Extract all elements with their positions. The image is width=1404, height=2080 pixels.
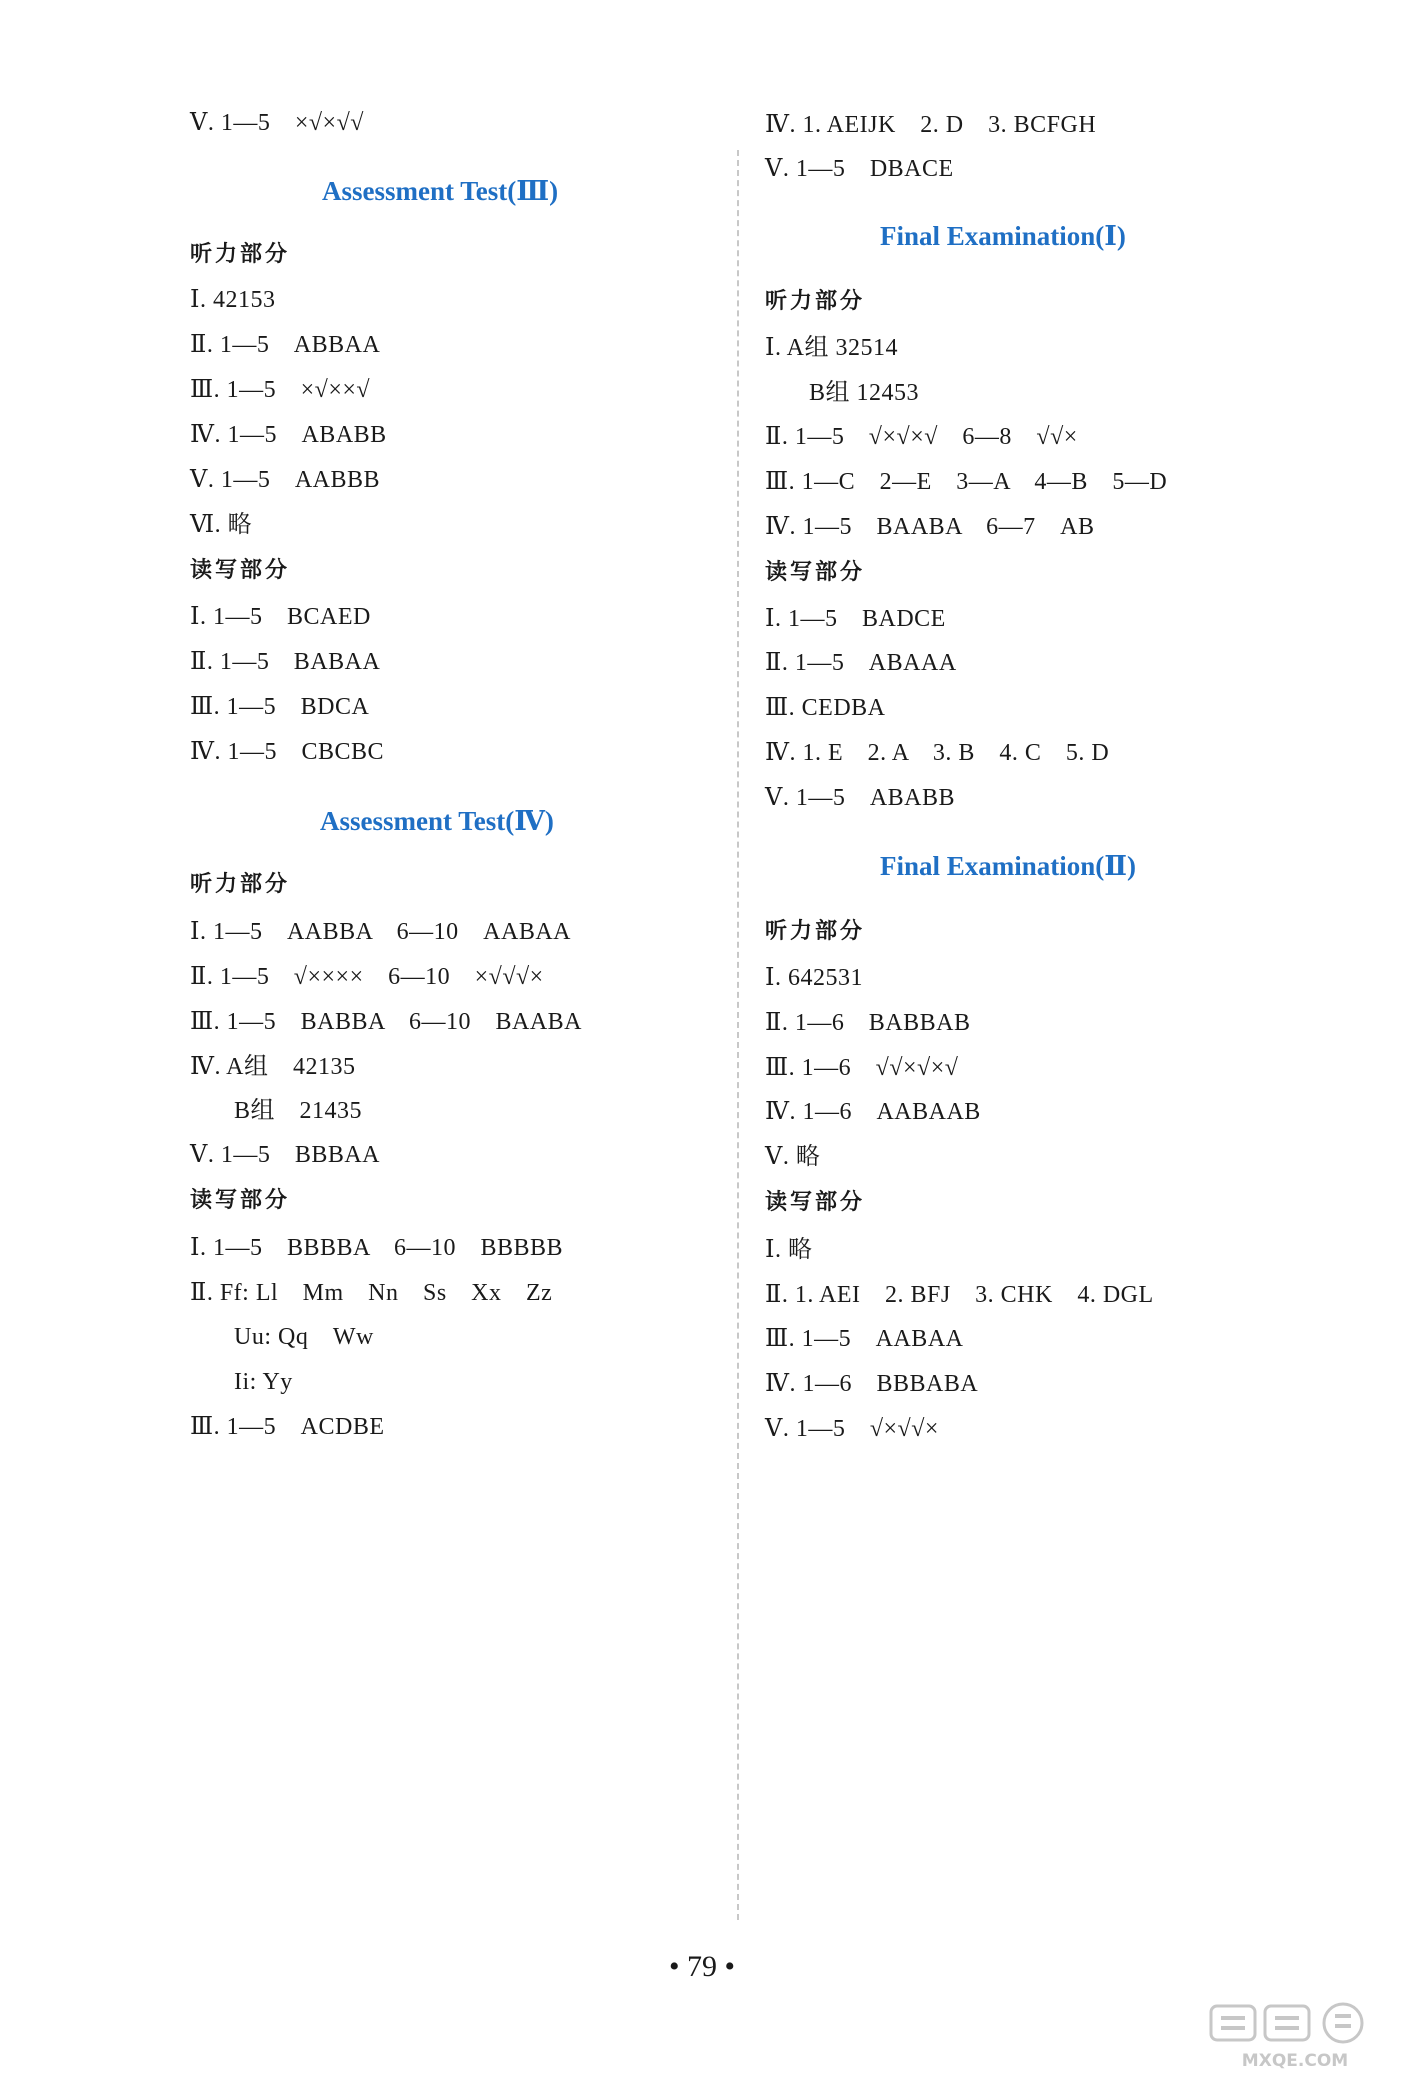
answer-line: Ⅲ. 1—5 BDCA	[190, 694, 370, 720]
answer-line: Ⅴ. 1—5 BBBAA	[190, 1142, 381, 1168]
answer-line: Ⅳ. 1—5 ABABB	[190, 422, 387, 448]
answer-line: Ⅱ. 1—5 ABBAA	[190, 332, 381, 358]
answer-line: Ⅱ. 1. AEI 2. BFJ 3. CHK 4. DGL	[765, 1282, 1154, 1308]
answer-line: Ⅱ. 1—5 ABAAA	[765, 650, 957, 676]
reading-writing-heading: 读写部分	[765, 1190, 866, 1215]
section-title-final-1: Final Examination(Ⅰ)	[880, 221, 1126, 251]
answer-line: Ⅰ. 42153	[190, 287, 276, 313]
answer-line: B组 12453	[809, 380, 920, 406]
answer-line: Ⅳ. 1—6 BBBABA	[765, 1371, 979, 1397]
answer-line: Ⅳ. 1. AEIJK 2. D 3. BCFGH	[765, 112, 1097, 138]
answer-line: Ⅱ. 1—5 √×√×√ 6—8 √√×	[765, 424, 1078, 450]
listening-heading: 听力部分	[765, 289, 866, 314]
answer-line: Ⅲ. CEDBA	[765, 695, 886, 721]
answer-line: Ⅳ. 1—5 CBCBC	[190, 739, 385, 765]
answer-line: Ⅴ. 1—5 √×√√×	[765, 1416, 939, 1442]
answer-line: Uu: Qq Ww	[234, 1324, 374, 1350]
answer-line: Ⅲ. 1—C 2—E 3—A 4—B 5—D	[765, 469, 1168, 495]
answer-line: Ⅳ. 1. E 2. A 3. B 4. C 5. D	[765, 740, 1110, 766]
answer-line: Ⅳ. 1—5 BAABA 6—7 AB	[765, 514, 1095, 540]
answer-line: Ⅰ. 略	[765, 1237, 813, 1263]
answer-line: Ⅴ. 1—5 ABABB	[765, 785, 956, 811]
reading-writing-heading: 读写部分	[765, 560, 866, 585]
answer-line: Ⅴ. 1—5 ×√×√√	[190, 110, 364, 136]
answer-line: Ⅱ. 1—5 BABAA	[190, 649, 381, 675]
column-divider	[737, 150, 739, 1920]
answer-line: Ⅴ. 1—5 AABBB	[190, 467, 381, 493]
answer-line: Ii: Yy	[234, 1369, 293, 1395]
answer-line: Ⅱ. 1—5 √×××× 6—10 ×√√√×	[190, 964, 544, 990]
answer-line: Ⅳ. A组 42135	[190, 1054, 356, 1080]
section-title-final-2: Final Examination(Ⅱ)	[880, 851, 1137, 881]
listening-heading: 听力部分	[190, 242, 291, 267]
answer-site-logo-icon	[1203, 2000, 1388, 2072]
answer-line: Ⅰ. 1—5 BADCE	[765, 606, 946, 632]
answer-line: Ⅱ. 1—6 BABBAB	[765, 1010, 971, 1036]
reading-writing-heading: 读写部分	[190, 558, 291, 583]
answer-line: Ⅲ. 1—6 √√×√×√	[765, 1055, 959, 1081]
answer-line: Ⅰ. 1—5 AABBA 6—10 AABAA	[190, 919, 572, 945]
watermark-site-text: MXQE.COM	[1241, 2051, 1349, 2071]
answer-line: Ⅲ. 1—5 ×√××√	[190, 377, 371, 403]
answer-line: Ⅰ. A组 32514	[765, 335, 898, 361]
answer-line: Ⅲ. 1—5 ACDBE	[190, 1414, 385, 1440]
section-title-assessment-4: Assessment Test(Ⅳ)	[320, 806, 554, 836]
answer-line: B组 21435	[234, 1098, 363, 1124]
listening-heading: 听力部分	[190, 872, 291, 897]
reading-writing-heading: 读写部分	[190, 1188, 291, 1213]
section-title-assessment-3: Assessment Test(Ⅲ)	[322, 176, 559, 206]
answer-line: Ⅲ. 1—5 BABBA 6—10 BAABA	[190, 1009, 583, 1035]
listening-heading: 听力部分	[765, 919, 866, 944]
answer-line: Ⅲ. 1—5 AABAA	[765, 1326, 964, 1352]
answer-line: Ⅰ. 642531	[765, 965, 863, 991]
answer-line: Ⅰ. 1—5 BCAED	[190, 604, 371, 630]
answer-line: Ⅰ. 1—5 BBBBA 6—10 BBBBB	[190, 1235, 564, 1261]
answer-line: Ⅴ. 1—5 DBACE	[765, 156, 954, 182]
answer-line: Ⅴ. 略	[765, 1144, 821, 1170]
answer-line: Ⅱ. Ff: Ll Mm Nn Ss Xx Zz	[190, 1280, 553, 1306]
page-number: • 79 •	[668, 1950, 735, 1983]
answer-line: Ⅵ. 略	[190, 512, 253, 538]
answer-line: Ⅳ. 1—6 AABAAB	[765, 1099, 981, 1125]
